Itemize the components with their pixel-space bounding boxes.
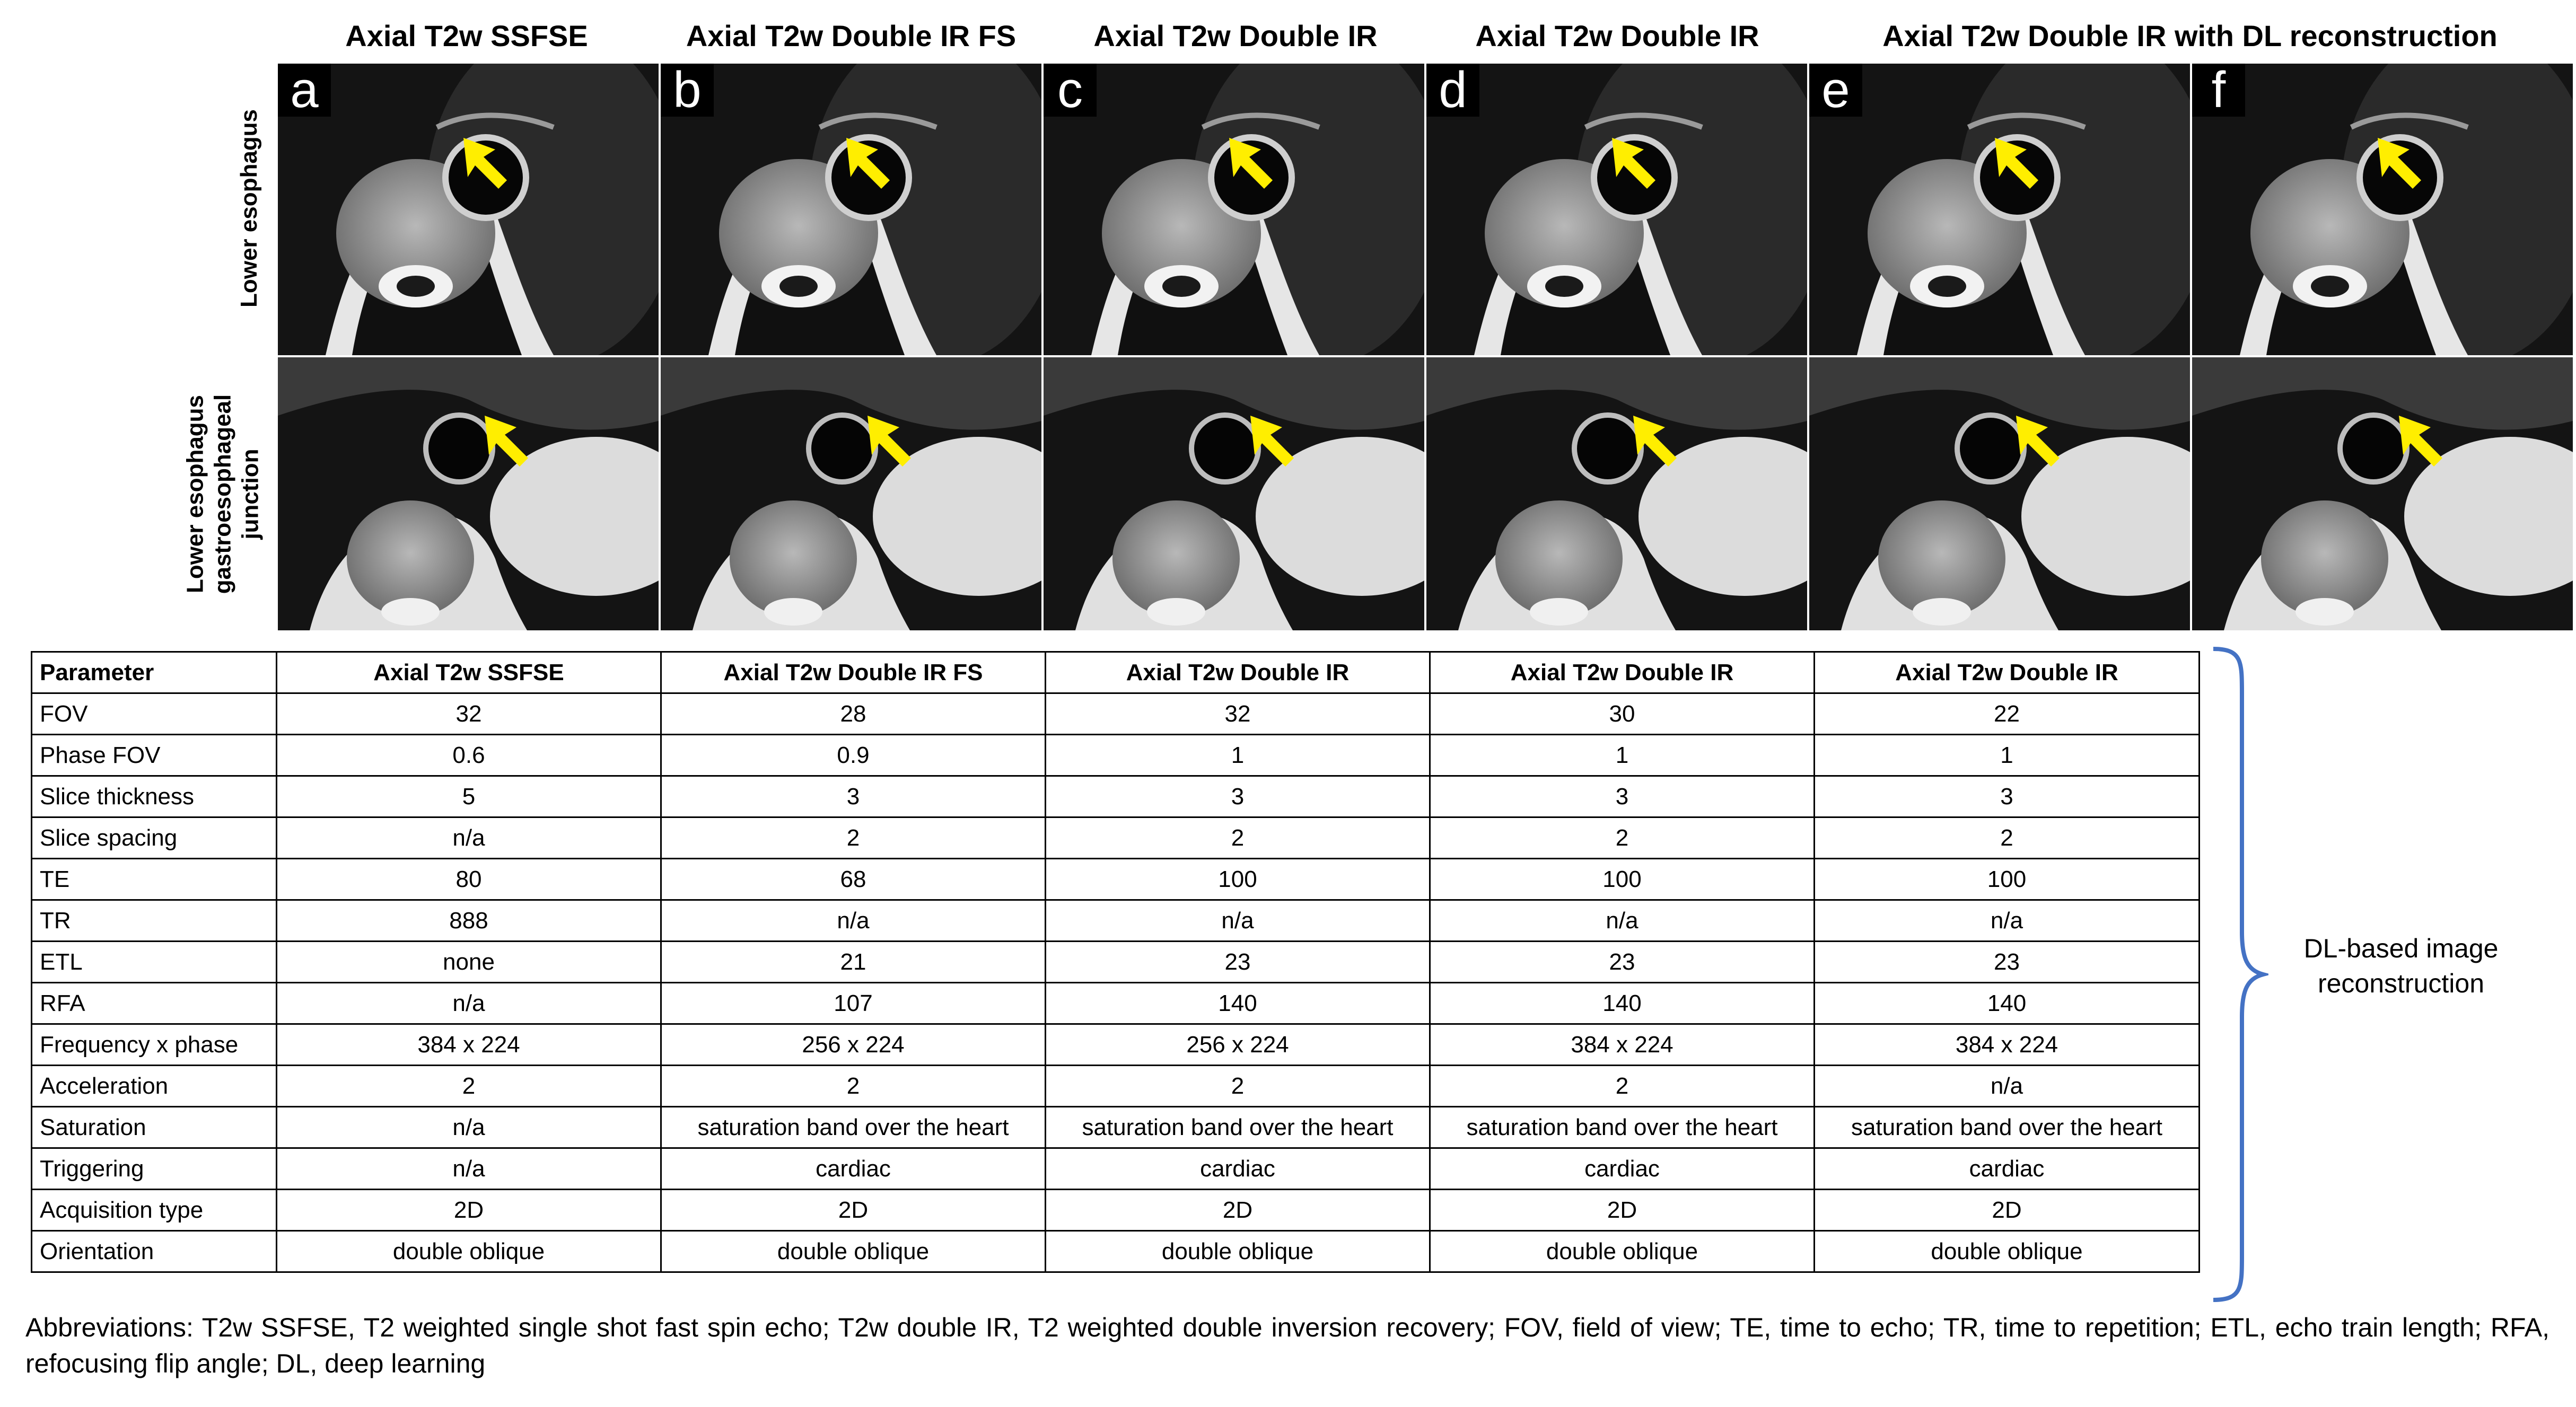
param-value: saturation band over the heart: [1046, 1107, 1430, 1148]
table-header-row: [32, 652, 2200, 693]
param-value: 140: [1430, 983, 1815, 1024]
column-title-double-ir-fs: Axial T2w Double IR FS: [686, 19, 1017, 52]
panel-letter-b: b: [661, 64, 714, 117]
mri-panel-f-row1: [2192, 64, 2573, 355]
mri-panel-d-row1: [1426, 64, 1807, 355]
param-value: 3: [1430, 776, 1815, 817]
param-value: 23: [1046, 942, 1430, 983]
param-value: 3: [1046, 776, 1430, 817]
table-row: [32, 1107, 2200, 1148]
table-row: [32, 942, 2200, 983]
param-value: 140: [1046, 983, 1430, 1024]
param-value: 3: [661, 776, 1046, 817]
header-cell: Axial T2w Double IR: [1046, 652, 1430, 693]
column-title-double-ir-2: Axial T2w Double IR: [1475, 19, 1759, 52]
param-value: double oblique: [1046, 1231, 1430, 1272]
table-row: [32, 817, 2200, 859]
param-value: 2D: [661, 1190, 1046, 1231]
panel-letter-a: a: [278, 64, 331, 117]
param-value: 256 x 224: [1046, 1024, 1430, 1066]
mri-panel-b-row2: [661, 357, 1041, 630]
mri-image: [1426, 357, 1807, 630]
table-row: [32, 1024, 2200, 1066]
panel-letter-c: c: [1044, 64, 1097, 117]
param-value: 384 x 224: [1430, 1024, 1815, 1066]
param-value: 68: [661, 859, 1046, 900]
param-value: 28: [661, 693, 1046, 735]
param-value: 0.9: [661, 735, 1046, 776]
param-value: double oblique: [661, 1231, 1046, 1272]
param-value: saturation band over the heart: [1430, 1107, 1815, 1148]
header-cell: Parameter: [32, 652, 277, 693]
header-cell: Axial T2w Double IR: [1430, 652, 1815, 693]
param-name: TR: [32, 900, 277, 942]
param-value: 2: [661, 1066, 1046, 1107]
param-value: 2: [1430, 817, 1815, 859]
mri-image: [2192, 64, 2573, 355]
param-value: 2: [1046, 817, 1430, 859]
param-value: 2D: [1430, 1190, 1815, 1231]
mri-image: [278, 64, 659, 355]
param-value: n/a: [1430, 900, 1815, 942]
table-row: [32, 1066, 2200, 1107]
mri-panel-d-row2: [1426, 357, 1807, 630]
brace-label-line: reconstruction: [2317, 969, 2485, 998]
row-label-line: gastroesophageal: [209, 394, 235, 594]
param-name: Slice thickness: [32, 776, 277, 817]
param-name: FOV: [32, 693, 277, 735]
param-value: n/a: [277, 1107, 661, 1148]
param-value: 140: [1815, 983, 2200, 1024]
param-value: 100: [1815, 859, 2200, 900]
table-row: [32, 1148, 2200, 1190]
mri-image: [1809, 64, 2190, 355]
param-name: Phase FOV: [32, 735, 277, 776]
param-value: 256 x 224: [661, 1024, 1046, 1066]
table-row: [32, 1190, 2200, 1231]
table-row: [32, 1231, 2200, 1272]
param-value: 32: [277, 693, 661, 735]
param-name: Acceleration: [32, 1066, 277, 1107]
param-name: Saturation: [32, 1107, 277, 1148]
column-title-double-ir-dl: Axial T2w Double IR with DL reconstruction: [1882, 19, 2498, 52]
mri-panel-e-row1: [1809, 64, 2190, 355]
param-value: 2D: [277, 1190, 661, 1231]
panel-letter-f: f: [2192, 64, 2245, 117]
mri-panel-b-row1: [661, 64, 1041, 355]
param-value: n/a: [1815, 900, 2200, 942]
param-value: double oblique: [1430, 1231, 1815, 1272]
param-value: 23: [1430, 942, 1815, 983]
table-row: [32, 983, 2200, 1024]
header-cell: Axial T2w Double IR FS: [661, 652, 1046, 693]
param-value: 100: [1046, 859, 1430, 900]
row-label-lower-esophagus: [223, 63, 276, 354]
mri-image: [1044, 357, 1424, 630]
param-name: Triggering: [32, 1148, 277, 1190]
param-value: double oblique: [1815, 1231, 2200, 1272]
param-value: 23: [1815, 942, 2200, 983]
panel-letter-e: e: [1809, 64, 1862, 117]
param-value: 80: [277, 859, 661, 900]
parameter-table: [31, 651, 2200, 1273]
panel-letter-d: d: [1426, 64, 1479, 117]
mri-panel-a-row2: [278, 357, 659, 630]
mri-panel-c-row1: [1044, 64, 1424, 355]
param-value: 2: [1430, 1066, 1815, 1107]
param-value: n/a: [1815, 1066, 2200, 1107]
row-label-ge-junction: [170, 356, 276, 632]
param-name: Frequency x phase: [32, 1024, 277, 1066]
param-value: n/a: [277, 817, 661, 859]
row-label-line: Lower esophagus: [236, 109, 262, 308]
param-value: 888: [277, 900, 661, 942]
row-label-line: Lower esophagus: [182, 394, 208, 594]
param-name: RFA: [32, 983, 277, 1024]
param-value: 2: [277, 1066, 661, 1107]
param-value: 32: [1046, 693, 1430, 735]
param-value: 21: [661, 942, 1046, 983]
table-row: [32, 735, 2200, 776]
abbreviations-footnote: Abbreviations: T2w SSFSE, T2 weighted single shot fast spin echo; T2w double IR, T2 weighted double inversion recovery; FOV, field of view; TE, time to echo; TR, time to repetition; ETL, echo train length; RFA, refocusing flip angle; DL, deep learning: [25, 1313, 2549, 1378]
param-value: 100: [1430, 859, 1815, 900]
header-cell: Axial T2w SSFSE: [277, 652, 661, 693]
table-row: [32, 776, 2200, 817]
param-name: Slice spacing: [32, 817, 277, 859]
param-value: 2D: [1815, 1190, 2200, 1231]
param-value: 3: [1815, 776, 2200, 817]
mri-image: [278, 357, 659, 630]
param-value: 0.6: [277, 735, 661, 776]
param-value: cardiac: [1815, 1148, 2200, 1190]
param-value: 384 x 224: [277, 1024, 661, 1066]
param-value: cardiac: [661, 1148, 1046, 1190]
param-value: 2D: [1046, 1190, 1430, 1231]
param-value: n/a: [277, 1148, 661, 1190]
mri-image: [2192, 357, 2573, 630]
mri-image: [661, 357, 1041, 630]
column-title-ssfse: Axial T2w SSFSE: [345, 19, 588, 52]
brace-label-line: DL-based image: [2303, 934, 2499, 963]
param-value: 2: [1815, 817, 2200, 859]
table-row: [32, 693, 2200, 735]
param-value: 5: [277, 776, 661, 817]
mri-image: [1044, 64, 1424, 355]
column-title-double-ir-1: Axial T2w Double IR: [1093, 19, 1378, 52]
param-value: 384 x 224: [1815, 1024, 2200, 1066]
param-value: n/a: [277, 983, 661, 1024]
param-value: saturation band over the heart: [1815, 1107, 2200, 1148]
param-value: 30: [1430, 693, 1815, 735]
table-row: [32, 859, 2200, 900]
param-value: 107: [661, 983, 1046, 1024]
param-name: Orientation: [32, 1231, 277, 1272]
param-value: none: [277, 942, 661, 983]
row-label-line: junction: [237, 449, 263, 540]
param-value: 1: [1430, 735, 1815, 776]
param-value: 2: [1046, 1066, 1430, 1107]
param-value: cardiac: [1046, 1148, 1430, 1190]
param-value: 22: [1815, 693, 2200, 735]
param-name: TE: [32, 859, 277, 900]
mri-image: [661, 64, 1041, 355]
mri-panel-f-row2: [2192, 357, 2573, 630]
header-cell: Axial T2w Double IR: [1815, 652, 2200, 693]
param-value: saturation band over the heart: [661, 1107, 1046, 1148]
brace-label: [2253, 931, 2549, 1001]
mri-panel-a-row1: [278, 64, 659, 355]
mri-image: [1426, 64, 1807, 355]
param-value: cardiac: [1430, 1148, 1815, 1190]
param-value: n/a: [661, 900, 1046, 942]
param-value: double oblique: [277, 1231, 661, 1272]
mri-image: [1809, 357, 2190, 630]
mri-panel-c-row2: [1044, 357, 1424, 630]
table-row: [32, 900, 2200, 942]
mri-panel-e-row2: [1809, 357, 2190, 630]
param-name: Acquisition type: [32, 1190, 277, 1231]
param-value: 1: [1815, 735, 2200, 776]
param-name: ETL: [32, 942, 277, 983]
param-value: n/a: [1046, 900, 1430, 942]
param-value: 2: [661, 817, 1046, 859]
param-value: 1: [1046, 735, 1430, 776]
